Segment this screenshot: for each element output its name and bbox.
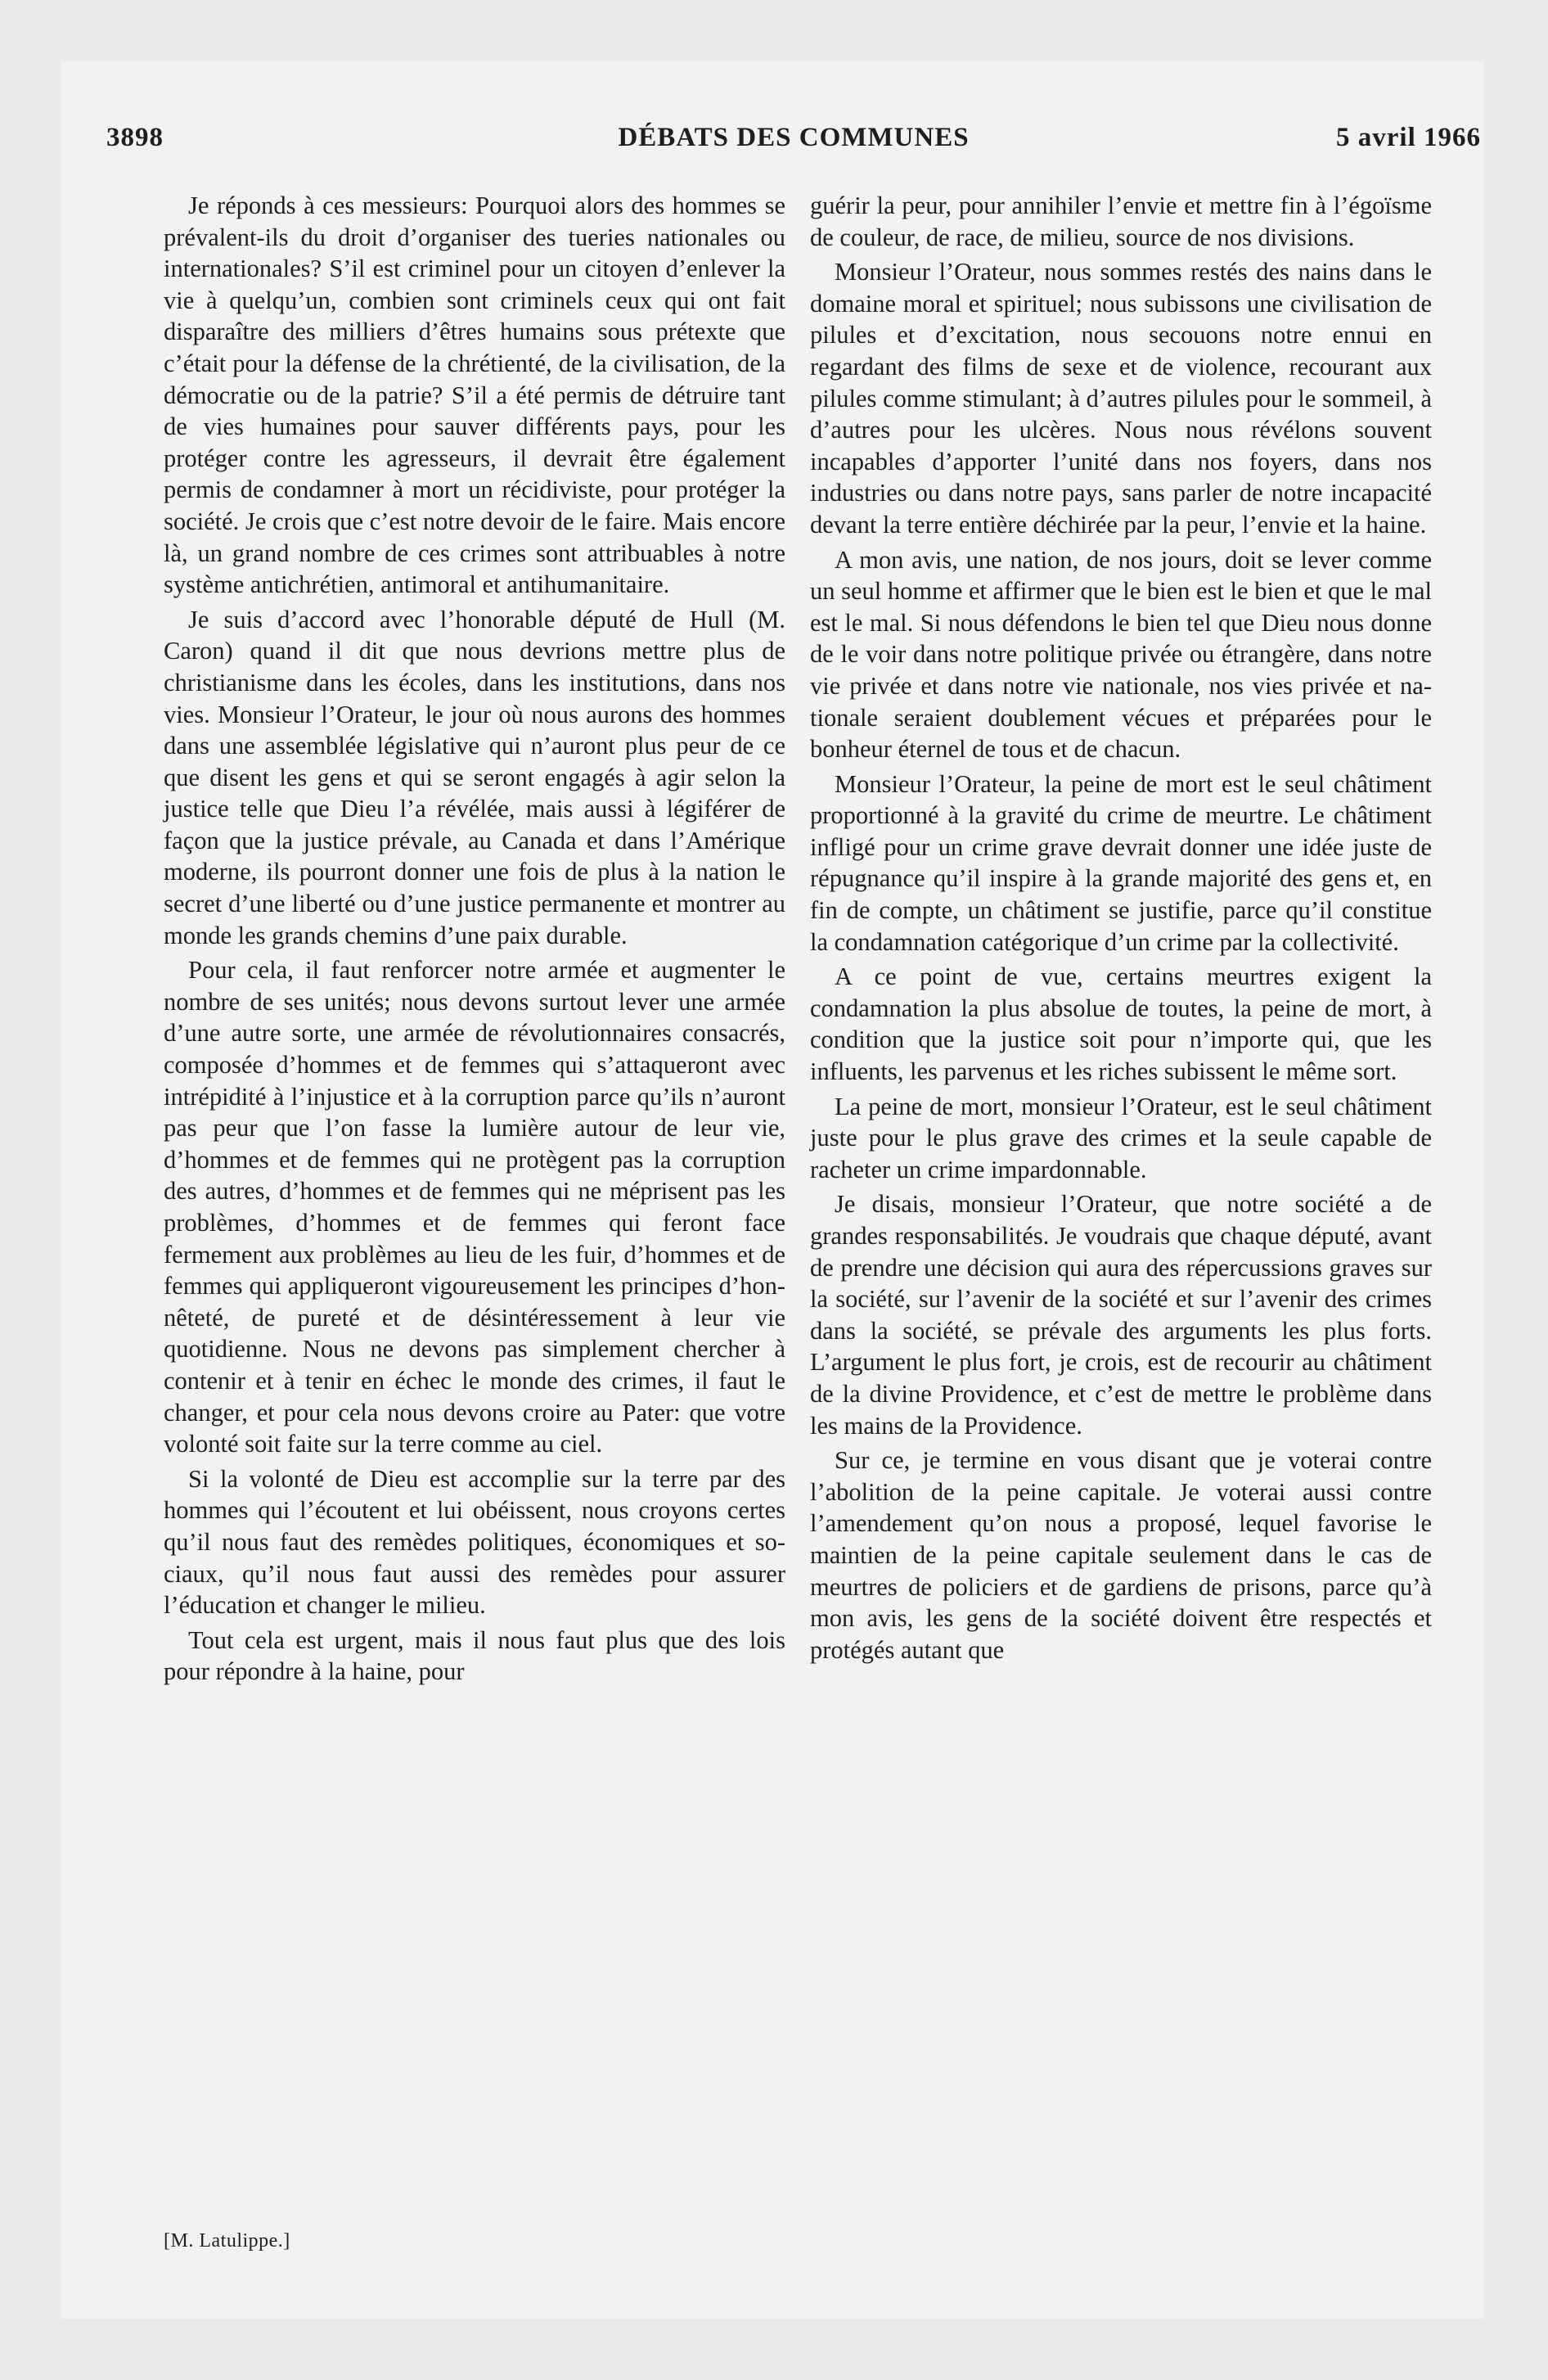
paragraph-continuation: guérir la peur, pour annihiler l’envie et mettre fin à l’égoïsme de couleur, de race, de milieu, source de nos divisions. <box>810 192 1432 251</box>
paragraph: Si la volonté de Dieu est accomplie sur la terre par des hommes qui l’écoutent et lui obéissent, nous croyons certes qu’il nous faut des remèdes politiques, économiques et sociaux, qu’il nous faut aussi des remèdes pour assurer l’éducation et changer le milieu. <box>164 1464 785 1620</box>
page-header <box>106 123 1481 164</box>
session-date: 5 avril 1966 <box>1336 123 1481 152</box>
paragraph: Pour cela, il faut renforcer notre armée et augmenter le nombre de ses unités; nous devons surtout lever une armée d’une autre sorte, une armée de révolutionnaires consacrés, composée d’hommes et de femmes qui s’attaqueront avec intrépidité à l’injustice et à la corruption parce qu’ils n’auront pas peur que l’on fasse la lumière autour de leur vie, d’hommes et de femmes qui ne protègent pas la corruption des autres, d’hommes et de femmes qui ne méprisent pas les problèmes, d’hommes et de femmes qui feront face fermement aux problèmes au lieu de les fuir, d’hommes et de femmes qui appliqueront vigoureusement les principes d’honnêteté, de pureté et de désintéressement à leur vie quotidienne. Nous ne devons pas simplement chercher à contenir et à tenir en échec le monde des crimes, il faut le changer, et pour cela nous devons croire au Pater: que votre volonté soit faite sur la terre comme au ciel. <box>164 956 785 1458</box>
left-column <box>164 190 785 1691</box>
paragraph: Je réponds à ces messieurs: Pourquoi alors des hommes se prévalent-ils du droit d’organiser des tueries nationales ou internationales? S’il est criminel pour un citoyen d’enlever la vie à quelqu’un, combien sont criminels ceux qui ont fait disparaître des milliers d’êtres humains sous prétexte que c’était pour la défense de la chrétienté, de la civilisation, de la démocratie ou de la patrie? S’il a été permis de détruire tant de vies humaines pour sauver différents pays, pour les protéger contre les agresseurs, il devrait être également permis de condamner à mort un récidiviste, pour protéger la société. Je crois que c’est notre devoir de le faire. Mais encore là, un grand nombre de ces crimes sont attribuables à notre système antichrétien, antimoral et antihumanitaire. <box>164 192 785 599</box>
paragraph: A mon avis, une nation, de nos jours, doit se lever comme un seul homme et affirmer que le bien est le bien et que le mal est le mal. Si nous défendons le bien tel que Dieu nous donne de le voir dans notre politique privée ou étrangère, dans notre vie privée et dans notre vie nationale, nos vies privée et nationale seraient doublement vécues et préparées pour le bonheur éternel de tous et de chacun. <box>810 545 1432 764</box>
publication-title: DÉBATS DES COMMUNES <box>618 123 970 152</box>
right-column <box>810 190 1432 1669</box>
paragraph: Je disais, monsieur l’Orateur, que notre société a de grandes responsabilités. Je voudrais que chaque député, avant de prendre une décision qui aura des répercussions graves sur la société, sur l’avenir de la société et sur l’avenir des crimes dans la société, se prévale des arguments les plus forts. L’argument le plus fort, je crois, est de recourir au châtiment de la divine Providence, et c’est de mettre le problème dans les mains de la Providence. <box>810 1190 1432 1440</box>
paragraph: Tout cela est urgent, mais il nous faut plus que des lois pour répondre à la haine, pour <box>164 1625 785 1686</box>
paragraph: Sur ce, je termine en vous disant que je voterai contre l’abolition de la peine capitale. Je voterai aussi contre l’amendement qu’on nous a proposé, lequel favorise le maintien de la peine capitale seulement dans le cas de meurtres de policiers et de gardiens de prisons, parce qu’à mon avis, les gens de la société doivent être respectés et protégés autant que <box>810 1446 1432 1664</box>
page-number: 3898 <box>106 123 164 152</box>
paragraph: Monsieur l’Orateur, la peine de mort est le seul châtiment proportionné à la gravité du crime de meurtre. Le châtiment infligé pour un crime grave devrait donner une idée juste de répugnance qu’il inspire à la grande majorité des gens et, en fin de compte, un châtiment se justifie, parce qu’il constitue la condamnation catégorique d’un crime par la collectivité. <box>810 769 1432 956</box>
paragraph: La peine de mort, monsieur l’Orateur, est le seul châtiment juste pour le plus grave des crimes et la seule capable de racheter un crime impardonnable. <box>810 1092 1432 1183</box>
paragraph: Je suis d’accord avec l’honorable député de Hull (M. Caron) quand il dit que nous devrions mettre plus de christianisme dans les écoles, dans les institutions, dans nos vies. Monsieur l’Orateur, le jour où nous aurons des hommes dans une assemblée législative qui n’auront plus peur de ce que disent les gens et qui se seront engagés à agir selon la justice telle que Dieu l’a révélée, mais aussi à légiférer de façon que la justice prévale, au Canada et dans l’Amérique moderne, ils pourront donner une fois de plus à la nation le secret d’une liberté ou d’une justice permanente et montrer au monde les grands chemins d’une paix durable. <box>164 605 785 949</box>
paragraph: Monsieur l’Orateur, nous sommes restés des nains dans le domaine moral et spirituel; nous subissons une civilisation de pilules et d’excitation, nous secouons notre ennui en regardant des films de sexe et de violence, recourant aux pilules comme stimulant; à d’autres pilules pour le sommeil, à d’autres pour les ulcères. Nous nous révélons souvent incapables d’apporter l’unité dans nos foyers, dans nos industries ou dans notre pays, sans parler de notre incapacité devant la terre entière déchirée par la peur, l’envie et la haine. <box>810 258 1432 539</box>
speaker-attribution: [M. Latulippe.] <box>164 2230 290 2252</box>
paragraph: A ce point de vue, certains meurtres exigent la condamnation la plus absolue de toutes, la peine de mort, à condition que la justice soit pour n’importe qui, que les influents, les parvenus et les riches subissent le même sort. <box>810 962 1432 1086</box>
